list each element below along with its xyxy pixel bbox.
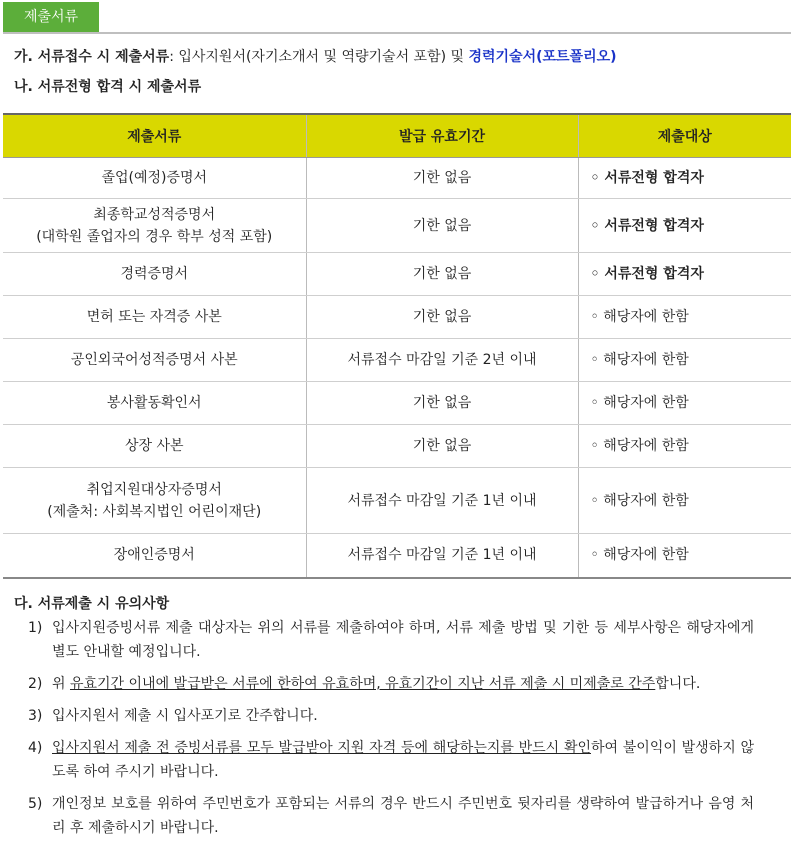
section-tab: 제출서류 xyxy=(3,2,99,32)
cell-target: ◦ 해당자에 한함 xyxy=(578,425,791,468)
document-name: 졸업(예정)증명서 xyxy=(101,170,208,186)
cell-validity: 서류접수 마감일 기준 1년 이내 xyxy=(306,534,578,578)
note-text-u: 유효기간 이내에 발급받은 서류에 한하여 유효하며, 유효기간이 지난 서류 제출 시 미제출로 간주 xyxy=(69,676,656,692)
list-item xyxy=(14,616,754,664)
header-target: 제출대상 xyxy=(578,114,791,158)
cell-validity: 기한 없음 xyxy=(306,296,578,339)
document-name: 경력증명서 xyxy=(120,266,189,282)
cell-document xyxy=(3,339,306,382)
cell-validity: 기한 없음 xyxy=(306,199,578,253)
section-a-highlight: 경력기술서(포트폴리오) xyxy=(468,49,617,65)
table-row xyxy=(3,296,791,339)
list-item xyxy=(14,792,754,840)
cell-validity: 기한 없음 xyxy=(306,382,578,425)
cell-target: ◦ 서류전형 합격자 xyxy=(578,158,791,199)
cell-document xyxy=(3,296,306,339)
note-number: 3) xyxy=(28,708,43,724)
tab-divider xyxy=(3,32,791,34)
cell-document xyxy=(3,534,306,578)
cell-validity: 기한 없음 xyxy=(306,158,578,199)
table-row xyxy=(3,468,791,534)
document-name: 최종학교성적증명서 xyxy=(93,206,216,223)
table-row xyxy=(3,534,791,578)
cell-document xyxy=(3,199,306,253)
table-row xyxy=(3,339,791,382)
cell-validity: 서류접수 마감일 기준 2년 이내 xyxy=(306,339,578,382)
section-b-heading: 나. 서류전형 합격 시 제출서류 xyxy=(14,79,202,95)
note-text-post: 합니다. xyxy=(655,676,701,692)
note-number: 2) xyxy=(28,676,43,692)
document-name: 취업지원대상자증명서 xyxy=(86,481,222,498)
table-row xyxy=(3,253,791,296)
note-text-post: 입사지원증빙서류 제출 대상자는 위의 서류를 제출하여야 하며, 서류 제출 방법 및 기한 등 세부사항은 해당자에게 별도 안내할 예정입니다. xyxy=(52,620,754,660)
table-row xyxy=(3,158,791,199)
documents-table xyxy=(3,113,791,579)
document-note: (제출처: 사회복지법인 어린이재단) xyxy=(47,503,262,520)
cell-target: ◦ 해당자에 한함 xyxy=(578,339,791,382)
cell-document xyxy=(3,253,306,296)
list-item xyxy=(14,672,754,696)
document-name: 공인외국어성적증명서 사본 xyxy=(70,352,238,368)
cell-target: ◦ 해당자에 한함 xyxy=(578,468,791,534)
document-name: 봉사활동확인서 xyxy=(106,395,202,411)
cell-document xyxy=(3,468,306,534)
note-text-post: 개인정보 보호를 위하여 주민번호가 포함되는 서류의 경우 반드시 주민번호 뒷자리를 생략하여 발급하거나 음영 처리 후 제출하시기 바랍니다. xyxy=(52,796,754,836)
cell-validity: 서류접수 마감일 기준 1년 이내 xyxy=(306,468,578,534)
list-item xyxy=(14,704,754,728)
list-item xyxy=(14,736,754,784)
table-header-row xyxy=(3,114,791,158)
cell-target: ◦ 서류전형 합격자 xyxy=(578,199,791,253)
cell-document xyxy=(3,382,306,425)
note-text-u: 입사지원서 제출 전 증빙서류를 모두 발급받아 지원 자격 등에 해당하는지를 반드시 확인 xyxy=(52,740,591,756)
cell-target: ◦ 해당자에 한함 xyxy=(578,382,791,425)
document-name: 상장 사본 xyxy=(124,438,184,454)
note-text-pre: 위 xyxy=(52,676,70,692)
cell-target: ◦ 해당자에 한함 xyxy=(578,296,791,339)
document-note: (대학원 졸업자의 경우 학부 성적 포함) xyxy=(36,228,273,245)
section-a-middle: : 입사지원서(자기소개서 및 역량기술서 포함) 및 xyxy=(169,49,469,65)
header-document: 제출서류 xyxy=(3,114,306,158)
note-number: 1) xyxy=(28,620,43,636)
cell-target: ◦ 서류전형 합격자 xyxy=(578,253,791,296)
note-text-post: 입사지원서 제출 시 입사포기로 간주합니다. xyxy=(52,708,318,724)
header-validity: 발급 유효기간 xyxy=(306,114,578,158)
table-row xyxy=(3,382,791,425)
note-number: 4) xyxy=(28,740,43,756)
table-row xyxy=(3,425,791,468)
document-name: 면허 또는 자격증 사본 xyxy=(86,309,222,325)
section-a-prefix: 가. 서류접수 시 제출서류 xyxy=(14,49,170,65)
section-c-heading: 다. 서류제출 시 유의사항 xyxy=(14,596,170,612)
notes-list xyxy=(14,616,754,848)
cell-validity: 기한 없음 xyxy=(306,253,578,296)
note-number: 5) xyxy=(28,796,43,812)
document-name: 장애인증명서 xyxy=(113,547,195,564)
cell-document xyxy=(3,425,306,468)
table-row xyxy=(3,199,791,253)
cell-validity: 기한 없음 xyxy=(306,425,578,468)
section-a-line xyxy=(14,46,617,66)
cell-target: ◦ 해당자에 한함 xyxy=(578,534,791,578)
cell-document xyxy=(3,158,306,199)
note-text-post: 하여 불이익이 발생하지 않도록 하여 주시기 바랍니다. xyxy=(52,740,754,780)
